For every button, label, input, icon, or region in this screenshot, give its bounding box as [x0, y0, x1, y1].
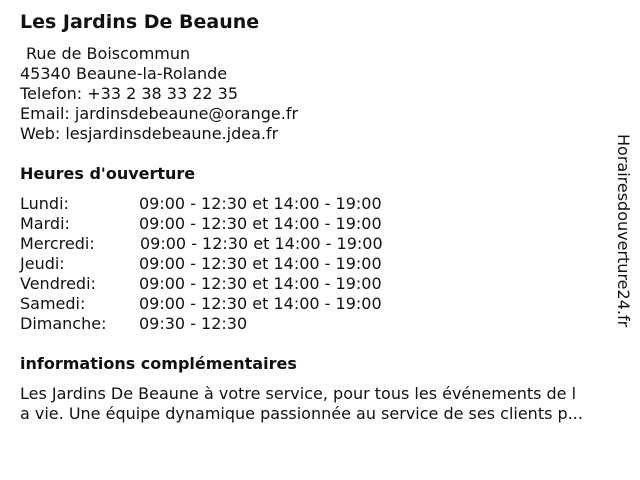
- day-label: Samedi:: [20, 294, 86, 313]
- contact-block: [20, 44, 298, 144]
- time-range: 09:00 - 12:30 et 14:00 - 19:00: [139, 254, 382, 273]
- day-label: Mercredi:: [20, 234, 95, 253]
- time-range: 09:00 - 12:30 et 14:00 - 19:00: [139, 194, 382, 213]
- info-line-1: Les Jardins De Beaune à votre service, pour tous les événements de l: [20, 384, 577, 403]
- day-label: Jeudi:: [20, 254, 65, 273]
- info-line-2: a vie. Une équipe dynamique passionnée au service de ses clients p...: [20, 404, 583, 423]
- website-line: Web: lesjardinsdebeaune.jdea.fr: [20, 124, 279, 143]
- day-label: Mardi:: [20, 214, 70, 233]
- email-line: Email: jardinsdebeaune@orange.fr: [20, 104, 299, 123]
- time-range: 09:30 - 12:30: [139, 314, 248, 333]
- time-range: 09:00 - 12:30 et 14:00 - 19:00: [140, 234, 383, 253]
- opening-hours-heading: Heures d'ouverture: [20, 164, 196, 183]
- city-postcode: 45340 Beaune-la-Rolande: [20, 64, 228, 83]
- additional-info-text: [20, 384, 630, 424]
- business-name: Les Jardins De Beaune: [20, 11, 260, 33]
- day-label: Vendredi:: [20, 274, 96, 293]
- site-watermark-text: Horairesdouverture24.fr: [614, 134, 633, 328]
- time-range: 09:00 - 12:30 et 14:00 - 19:00: [139, 274, 382, 293]
- phone-line: Telefon: +33 2 38 33 22 35: [20, 84, 239, 103]
- time-range: 09:00 - 12:30 et 14:00 - 19:00: [139, 214, 382, 233]
- day-label: Dimanche:: [20, 314, 107, 333]
- day-label: Lundi:: [20, 194, 69, 213]
- street-address: Rue de Boiscommun: [26, 44, 191, 63]
- site-watermark: [612, 134, 634, 344]
- time-range: 09:00 - 12:30 et 14:00 - 19:00: [139, 294, 382, 313]
- additional-info-heading: informations complémentaires: [20, 354, 297, 373]
